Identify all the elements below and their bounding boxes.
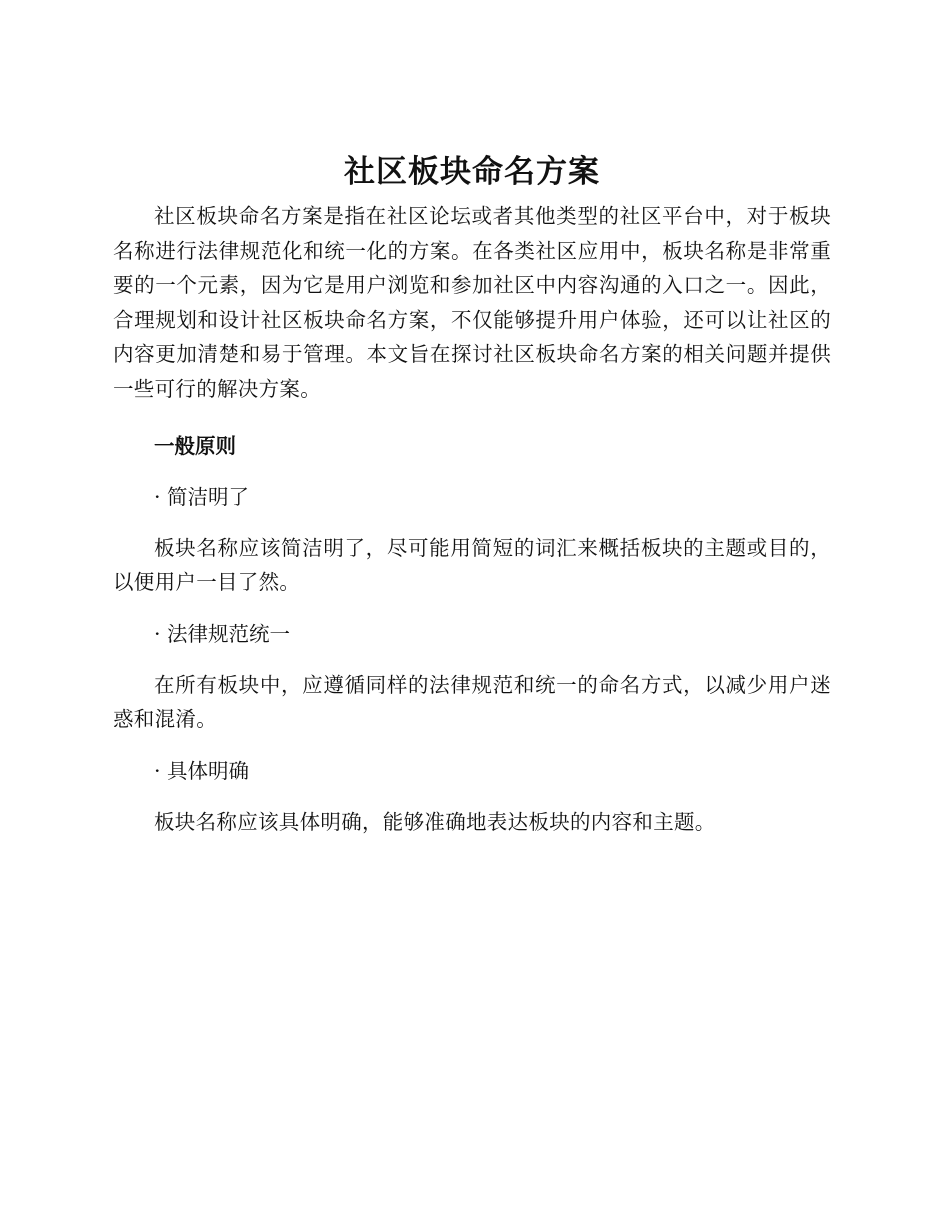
bullet-label-unified: · 法律规范统一 — [154, 621, 291, 646]
section-heading: 一般原则 — [154, 433, 236, 458]
document-page — [113, 150, 831, 840]
document-title: 社区板块命名方案 — [344, 154, 600, 190]
bullet-body-concise: 板块名称应该简洁明了，尽可能用简短的词汇来概括板块的主题或目的，以便用户一目了然。 — [113, 535, 831, 595]
bullet-label-specific: · 具体明确 — [154, 758, 250, 783]
bullet-label-concise: · 简洁明了 — [154, 484, 250, 509]
bullet-body-unified: 在所有板块中，应遵循同样的法律规范和统一的命名方式，以减少用户迷惑和混淆。 — [113, 672, 831, 732]
intro-paragraph: 社区板块命名方案是指在社区论坛或者其他类型的社区平台中，对于板块名称进行法律规范化和统一化的方案。在各类社区应用中，板块名称是非常重要的一个元素，因为它是用户浏览和参加社区中内容沟通的入口之一。因此，合理规划和设计社区板块命名方案，不仅能够提升用户体验，还可以让社区的内容更加清楚和易于管理。本文旨在探讨社区板块命名方案的相关问题并提供一些可行的解决方案。 — [113, 204, 831, 401]
bullet-body-specific: 板块名称应该具体明确，能够准确地表达板块的内容和主题。 — [154, 809, 716, 834]
